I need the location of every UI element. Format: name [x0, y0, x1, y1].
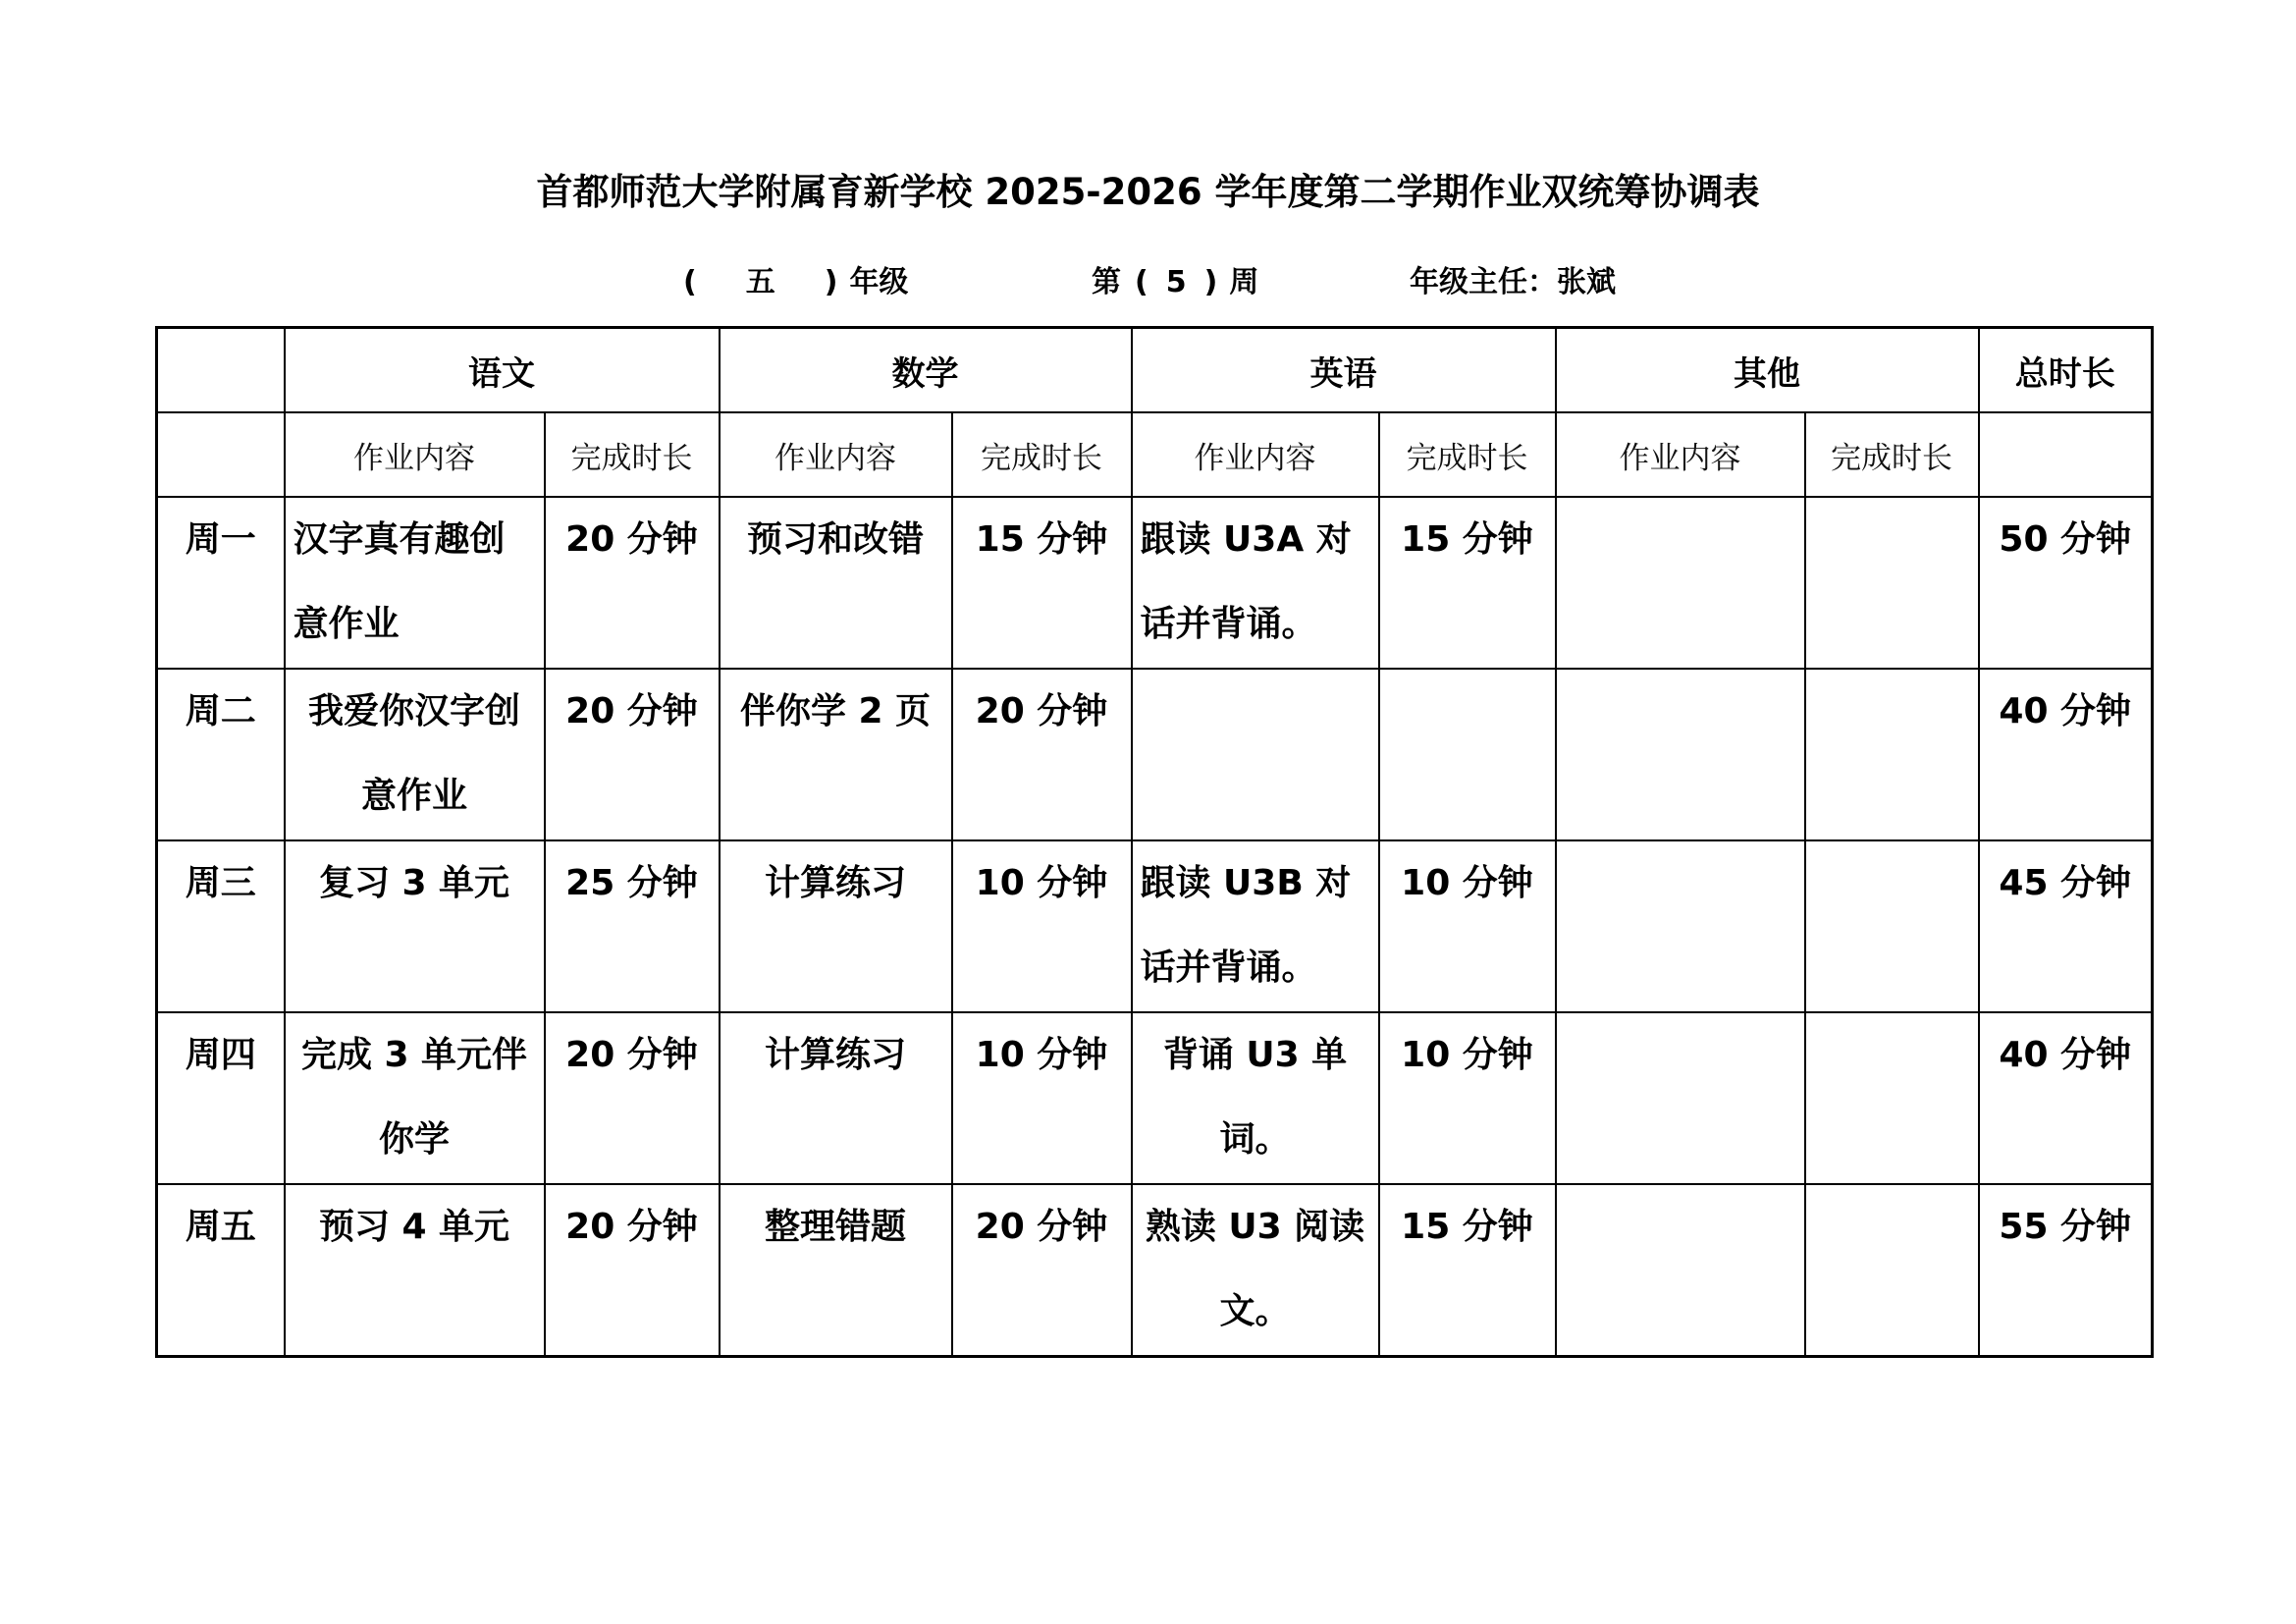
english-duration: 10 分钟: [1379, 1012, 1556, 1184]
total-time-header: 总时长: [1979, 328, 2153, 413]
page-title: 首都师范大学附属育新学校 2025-2026 学年度第二学期作业双统筹协调表: [536, 171, 1760, 213]
grade-head-name: 张斌: [1557, 265, 1616, 299]
chinese-duration: 20 分钟: [545, 497, 720, 669]
english-duration: [1379, 669, 1556, 840]
total-duration: 40 分钟: [1979, 669, 2153, 840]
math-duration: 20 分钟: [952, 669, 1132, 840]
grade-close-paren: ): [824, 265, 838, 299]
math-content: 整理错题: [720, 1184, 952, 1357]
subject-header-row: [157, 328, 2153, 413]
week-open-paren: (: [1135, 265, 1148, 299]
total-duration: 45 分钟: [1979, 840, 2153, 1012]
subject-header-english: 英语: [1132, 328, 1556, 413]
chinese-content-cell: [285, 497, 545, 669]
other-content: [1556, 1012, 1805, 1184]
sub-header-blank: [157, 412, 285, 497]
subject-header-other: 其他: [1556, 328, 1979, 413]
chinese-content-cell: [285, 1012, 545, 1184]
english-content: 熟读 U3 阅读文。: [1145, 1207, 1365, 1331]
chinese-content: 完成 3 单元伴你学: [300, 1035, 528, 1160]
english-content-cell: [1132, 669, 1379, 840]
week-suffix: 周: [1229, 265, 1259, 299]
english-duration: 15 分钟: [1379, 1184, 1556, 1357]
table-row: [157, 840, 2153, 1012]
other-content: [1556, 840, 1805, 1012]
grade-open-paren: (: [683, 265, 697, 299]
other-content: [1556, 1184, 1805, 1357]
other-content: [1556, 669, 1805, 840]
chinese-content: 预习 4 单元: [318, 1207, 510, 1247]
sub-header-total-blank: [1979, 412, 2153, 497]
sub-header-content: 作业内容: [720, 412, 952, 497]
subject-header-chinese: 语文: [285, 328, 720, 413]
english-duration: 15 分钟: [1379, 497, 1556, 669]
grade-head-field: [1410, 263, 1616, 302]
math-duration: 15 分钟: [952, 497, 1132, 669]
english-content-cell: [1132, 1184, 1379, 1357]
chinese-content: 我爱你汉字创意作业: [307, 691, 520, 816]
grade-value: 五: [745, 265, 775, 299]
other-duration: [1805, 669, 1979, 840]
sub-header-duration: 完成时长: [545, 412, 720, 497]
day-label: 周一: [157, 497, 285, 669]
sub-header-content: 作业内容: [285, 412, 545, 497]
other-duration: [1805, 1012, 1979, 1184]
other-duration: [1805, 840, 1979, 1012]
chinese-duration: 20 分钟: [545, 1012, 720, 1184]
math-content: 计算练习: [720, 1012, 952, 1184]
table-row: [157, 497, 2153, 669]
table-row: [157, 669, 2153, 840]
english-content: 背诵 U3 单词。: [1162, 1035, 1348, 1160]
sub-header-duration: 完成时长: [952, 412, 1132, 497]
math-content: 预习和改错: [720, 497, 952, 669]
corner-cell: [157, 328, 285, 413]
homework-schedule-table: [155, 326, 2154, 1358]
other-duration: [1805, 1184, 1979, 1357]
english-content: 跟读 U3A 对话并背诵。: [1140, 519, 1352, 644]
grade-field: [683, 263, 908, 302]
week-field: [1092, 263, 1258, 302]
math-duration: 20 分钟: [952, 1184, 1132, 1357]
english-content: 跟读 U3B 对话并背诵。: [1140, 863, 1352, 988]
chinese-content-cell: [285, 669, 545, 840]
grade-suffix: 年级: [849, 265, 909, 299]
day-label: 周三: [157, 840, 285, 1012]
english-content-cell: [1132, 497, 1379, 669]
grade-head-label: 年级主任：: [1410, 265, 1557, 299]
total-duration: 55 分钟: [1979, 1184, 2153, 1357]
sub-header-row: [157, 412, 2153, 497]
table-row: [157, 1184, 2153, 1357]
sub-header-duration: 完成时长: [1379, 412, 1556, 497]
subject-header-math: 数学: [720, 328, 1132, 413]
chinese-content-cell: [285, 1184, 545, 1357]
table-row: [157, 1012, 2153, 1184]
english-duration: 10 分钟: [1379, 840, 1556, 1012]
other-content: [1556, 497, 1805, 669]
chinese-duration: 20 分钟: [545, 1184, 720, 1357]
chinese-duration: 20 分钟: [545, 669, 720, 840]
day-label: 周五: [157, 1184, 285, 1357]
english-content-cell: [1132, 1012, 1379, 1184]
chinese-content: 汉字真有趣创意作业: [293, 519, 506, 644]
day-label: 周二: [157, 669, 285, 840]
math-duration: 10 分钟: [952, 1012, 1132, 1184]
math-content: 计算练习: [720, 840, 952, 1012]
sub-header-duration: 完成时长: [1805, 412, 1979, 497]
week-close-paren: ): [1203, 265, 1218, 299]
chinese-content-cell: [285, 840, 545, 1012]
chinese-duration: 25 分钟: [545, 840, 720, 1012]
english-content-cell: [1132, 840, 1379, 1012]
total-duration: 50 分钟: [1979, 497, 2153, 669]
day-label: 周四: [157, 1012, 285, 1184]
other-duration: [1805, 497, 1979, 669]
math-duration: 10 分钟: [952, 840, 1132, 1012]
week-value: 5: [1165, 265, 1187, 299]
math-content: 伴你学 2 页: [720, 669, 952, 840]
chinese-content: 复习 3 单元: [318, 863, 510, 903]
sub-header-content: 作业内容: [1132, 412, 1379, 497]
total-duration: 40 分钟: [1979, 1012, 2153, 1184]
sub-header-content: 作业内容: [1556, 412, 1805, 497]
week-prefix: 第: [1092, 265, 1121, 299]
